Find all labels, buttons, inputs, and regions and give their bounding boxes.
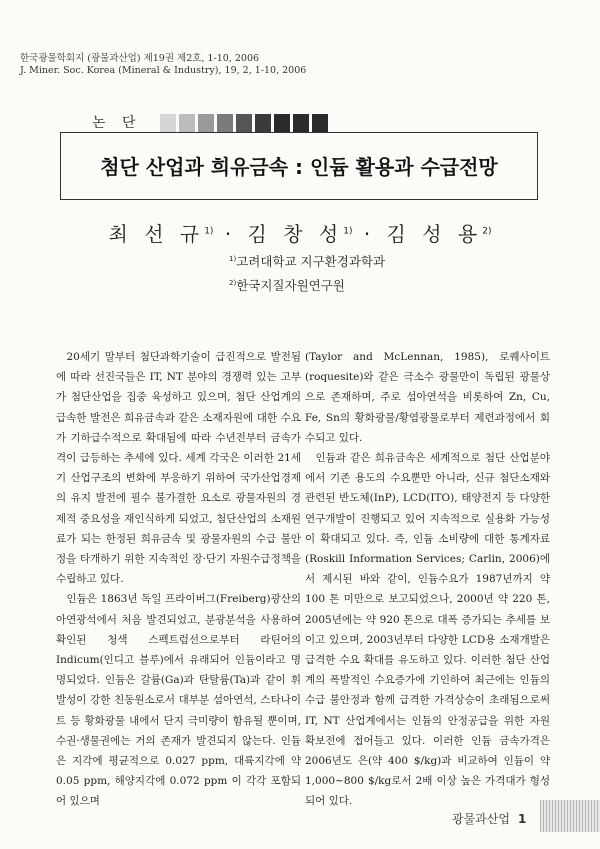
decoration-square xyxy=(255,114,271,132)
decoration-square xyxy=(198,114,214,132)
affiliation xyxy=(229,252,385,270)
author-list xyxy=(0,218,600,247)
decoration-square xyxy=(160,114,176,132)
affiliation xyxy=(229,276,345,294)
author-name: 최 선 규 xyxy=(108,222,205,246)
section-decoration xyxy=(160,114,328,132)
section-tag xyxy=(92,112,512,134)
title-box xyxy=(60,132,538,200)
section-label: 논 단 xyxy=(92,115,142,131)
decoration-square xyxy=(217,114,233,132)
body-column-right xyxy=(305,347,550,812)
author-name: 김 성 용 xyxy=(386,222,483,246)
journal-citation-english: J. Miner. Soc. Korea (Mineral & Industry), 19, 2, 1-10, 2006 xyxy=(20,65,307,76)
affiliation-mark: 1) xyxy=(229,254,237,263)
affiliation-mark: 2) xyxy=(229,278,237,287)
author-name: 김 창 성 xyxy=(247,222,344,246)
decoration-square xyxy=(293,114,309,132)
page-footer xyxy=(452,810,526,827)
affiliation-name: 한국지질자원연구원 xyxy=(236,278,345,293)
decoration-square xyxy=(179,114,195,132)
body-paragraph: 인듐과 같은 희유금속은 세계적으로 첨단 산업분야에서 기존 용도의 수요뿐만 아니라, 신규 첨단소재와 관련된 반도체(InP), LCD(ITO), 태양전지 등 다양한 연구개발이 진행되고 있어 지속적으로 실용화 가능성이 확대되고 있다. 즉, 인듐 소비량에 대한 통계자료(Roskill Information Services; Carlin, 2006)에서 제시된 바와 같이, 인듐수요가 1987년까지 약 100 톤 미만으로 보고되었으나, 2000년 약 220 톤, 2005년에는 약 920 톤으로 대폭 증가되는 추세를 보이고 있으며, 2003년부터 다양한 LCD용 소재개발은 급격한 수요 확대를 유도하고 있다. 이러한 첨단 산업계의 폭발적인 수요증가에 기인하여 최근에는 인듐의 수급 불안정과 함께 급격한 가격상승이 초래됨으로써 IT, NT 산업계에서는 인듐의 안정공급을 위한 자원 확보전에 접어들고 있다. 이러한 인듐 금속가격은 2006년도 은(약 400 $/kg)과 비교하여 인듐이 약 1,000~800 $/kg로서 2배 이상 높은 가격대가 형성되어 있다. xyxy=(305,452,550,808)
body-paragraph: (Taylor and McLennan, 1985), 로퀘사이트(roquesite)와 같은 극소수 광물만이 독립된 광물상으로 존재하며, 주로 섬아연석을 비롯하여 Zn, Cu, Fe, Sn의 황화광물/황염광물로부터 제련과정에서 회수되고 있다. xyxy=(305,351,550,444)
body-paragraph: 인듐은 1863년 독일 프라이버그(Freiberg)광산의 아연광석에서 처음 발견되었고, 분광분석을 사용하여 확인된 청색 스펙트럼선으로부터 라틴어의 Indicum(인디고 블루)에서 유래되어 인듐이라고 명명되었다. 인듐은 갈륨(Ga)과 탄탈륨(Ta)과 같이 휘발성이 강한 친동원소로서 대부분 섬아연석, 스타나이트 등 황화광물 내에서 단지 극미량이 함유될 뿐이며, 수권·생물권에는 거의 존재가 발견되지 않는다. 인듐은 지각에 평균적으로 0.027 ppm, 대륙지각에 약 0.05 ppm, 해양지각에 0.072 ppm 이 각각 포함되어 있으며 xyxy=(56,593,301,808)
journal-citation-korean: 한국광물학회지 (광물과산업) 제19권 제2호, 1-10, 2006 xyxy=(20,53,260,64)
journal-citation xyxy=(20,53,306,77)
affiliation-name: 고려대학교 지구환경과학과 xyxy=(236,254,386,269)
body-column-left xyxy=(56,347,301,812)
author-separator: · xyxy=(363,222,376,246)
author-mark: 1) xyxy=(204,226,214,237)
page-number: 1 xyxy=(517,812,527,826)
paper-title: 첨단 산업과 희유금속 : 인듐 활용과 수급전망 xyxy=(100,155,498,179)
decoration-square xyxy=(312,114,328,132)
footer-journal-name: 광물과산업 xyxy=(452,812,510,826)
corner-texture xyxy=(540,800,600,832)
decoration-square xyxy=(236,114,252,132)
author-mark: 1) xyxy=(343,226,353,237)
body-paragraph: 20세기 말부터 첨단과학기술이 급진적으로 발전됨에 따라 선진국들은 IT, NT 분야의 경쟁력 있는 고부가 첨단산업을 집중 육성하고 있으며, 첨단 산업계의 급속한 발전은 희유금속과 같은 소재자원에 대한 수요가 기하급수적으로 확대됨에 따라 수년전부터 금속가격이 급등하는 추세에 있다. 세계 각국은 이러한 21세기 산업구조의 변화에 부응하기 위하여 국가산업경제의 유지 발전에 필수 불가결한 요소로 광물자원의 경제적 중요성을 재인식하게 되었고, 첨단산업의 소재원료가 되는 한정된 희유금속 및 광물자원의 수급 불안정을 타개하기 위한 지속적인 장·단기 자원수급정책을 수립하고 있다. xyxy=(56,351,301,586)
decoration-square xyxy=(274,114,290,132)
author-separator: · xyxy=(224,222,237,246)
author-mark: 2) xyxy=(482,226,492,237)
